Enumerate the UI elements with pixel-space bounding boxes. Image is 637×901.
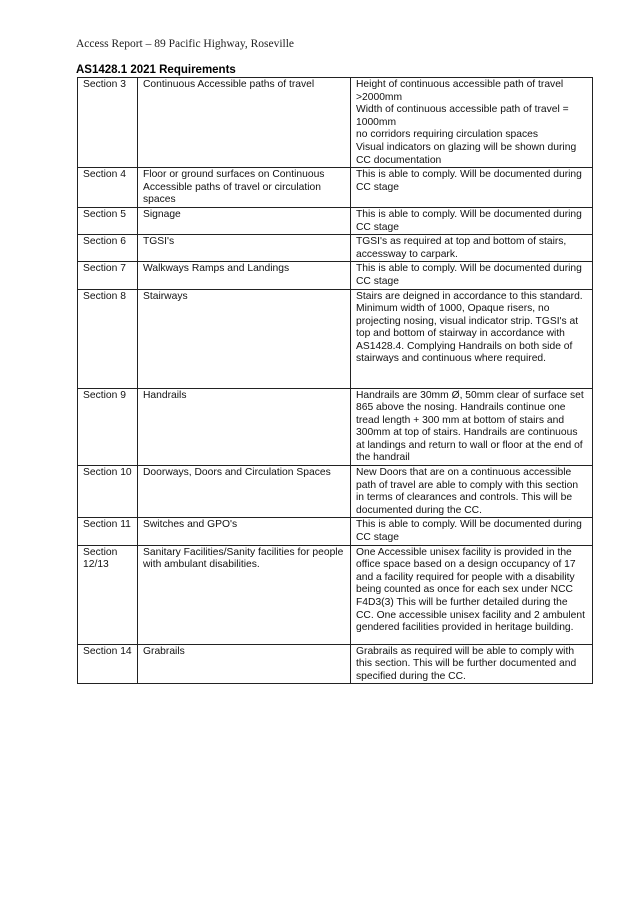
table-row [78, 289, 593, 388]
topic-cell: Floor or ground surfaces on Continuous Accessible paths of travel or circulation spaces [138, 168, 351, 208]
section-cell: Section 7 [78, 262, 138, 289]
topic-cell: Walkways Ramps and Landings [138, 262, 351, 289]
table-row [78, 78, 593, 168]
section-cell: Section 14 [78, 644, 138, 684]
comment-cell: Grabrails as required will be able to comply with this section. This will be further documented and specified during the CC. [351, 644, 593, 684]
table-row [78, 466, 593, 518]
comment-cell: Stairs are deigned in accordance to this standard. Minimum width of 1000, Opaque risers, no projecting nosing, visual indicator strip. TGSI's at top and bottom of stairway in accordance with AS1428.4. Complying Handrails on both side of stairways and continuous where required. [351, 289, 593, 388]
table-row [78, 644, 593, 684]
topic-cell: Sanitary Facilities/Sanity facilities for people with ambulant disabilities. [138, 545, 351, 644]
topic-cell: Stairways [138, 289, 351, 388]
section-cell: Section 9 [78, 388, 138, 466]
section-cell: Section 12/13 [78, 545, 138, 644]
requirements-table [77, 77, 593, 684]
comment-cell: Handrails are 30mm Ø, 50mm clear of surface set 865 above the nosing. Handrails continue one tread length + 300 mm at bottom of stairs and 300mm at top of stairs. Handrails are continuous at landings and return to wall or floor at the end of the handrail [351, 388, 593, 466]
topic-cell: Doorways, Doors and Circulation Spaces [138, 466, 351, 518]
section-cell: Section 11 [78, 518, 138, 545]
comment-cell: This is able to comply. Will be documented during CC stage [351, 518, 593, 545]
topic-cell: TGSI's [138, 235, 351, 262]
running-header: Access Report – 89 Pacific Highway, Roseville [76, 38, 295, 50]
topic-cell: Continuous Accessible paths of travel [138, 78, 351, 168]
section-cell: Section 6 [78, 235, 138, 262]
topic-cell: Grabrails [138, 644, 351, 684]
table-row [78, 388, 593, 466]
topic-cell: Switches and GPO's [138, 518, 351, 545]
comment-cell: This is able to comply. Will be documented during CC stage [351, 262, 593, 289]
section-cell: Section 5 [78, 207, 138, 234]
table-row [78, 518, 593, 545]
comment-cell: New Doors that are on a continuous accessible path of travel are able to comply with this section in terms of clearances and controls. This will be documented during the CC. [351, 466, 593, 518]
section-cell: Section 4 [78, 168, 138, 208]
table-row [78, 235, 593, 262]
section-cell: Section 3 [78, 78, 138, 168]
comment-cell: This is able to comply. Will be documented during CC stage [351, 207, 593, 234]
comment-cell: Height of continuous accessible path of travel >2000mm Width of continuous accessible path of travel = 1000mm no corridors requiring circulation spaces Visual indicators on glazing will be shown during CC documentation [351, 78, 593, 168]
topic-cell: Handrails [138, 388, 351, 466]
topic-cell: Signage [138, 207, 351, 234]
table-row [78, 207, 593, 234]
comment-cell: One Accessible unisex facility is provided in the office space based on a design occupancy of 17 and a facility required for people with a disability being counted as once for each sex under NCC F4D3(3) This will be further detailed during the CC. One accessible unisex facility and 2 ambulent gendered facilities provided in heritage building. [351, 545, 593, 644]
table-row [78, 545, 593, 644]
section-cell: Section 10 [78, 466, 138, 518]
comment-cell: TGSI's as required at top and bottom of stairs, accessway to carpark. [351, 235, 593, 262]
comment-cell: This is able to comply. Will be documented during CC stage [351, 168, 593, 208]
section-cell: Section 8 [78, 289, 138, 388]
table-row [78, 168, 593, 208]
table-row [78, 262, 593, 289]
section-heading: AS1428.1 2021 Requirements [76, 64, 236, 76]
